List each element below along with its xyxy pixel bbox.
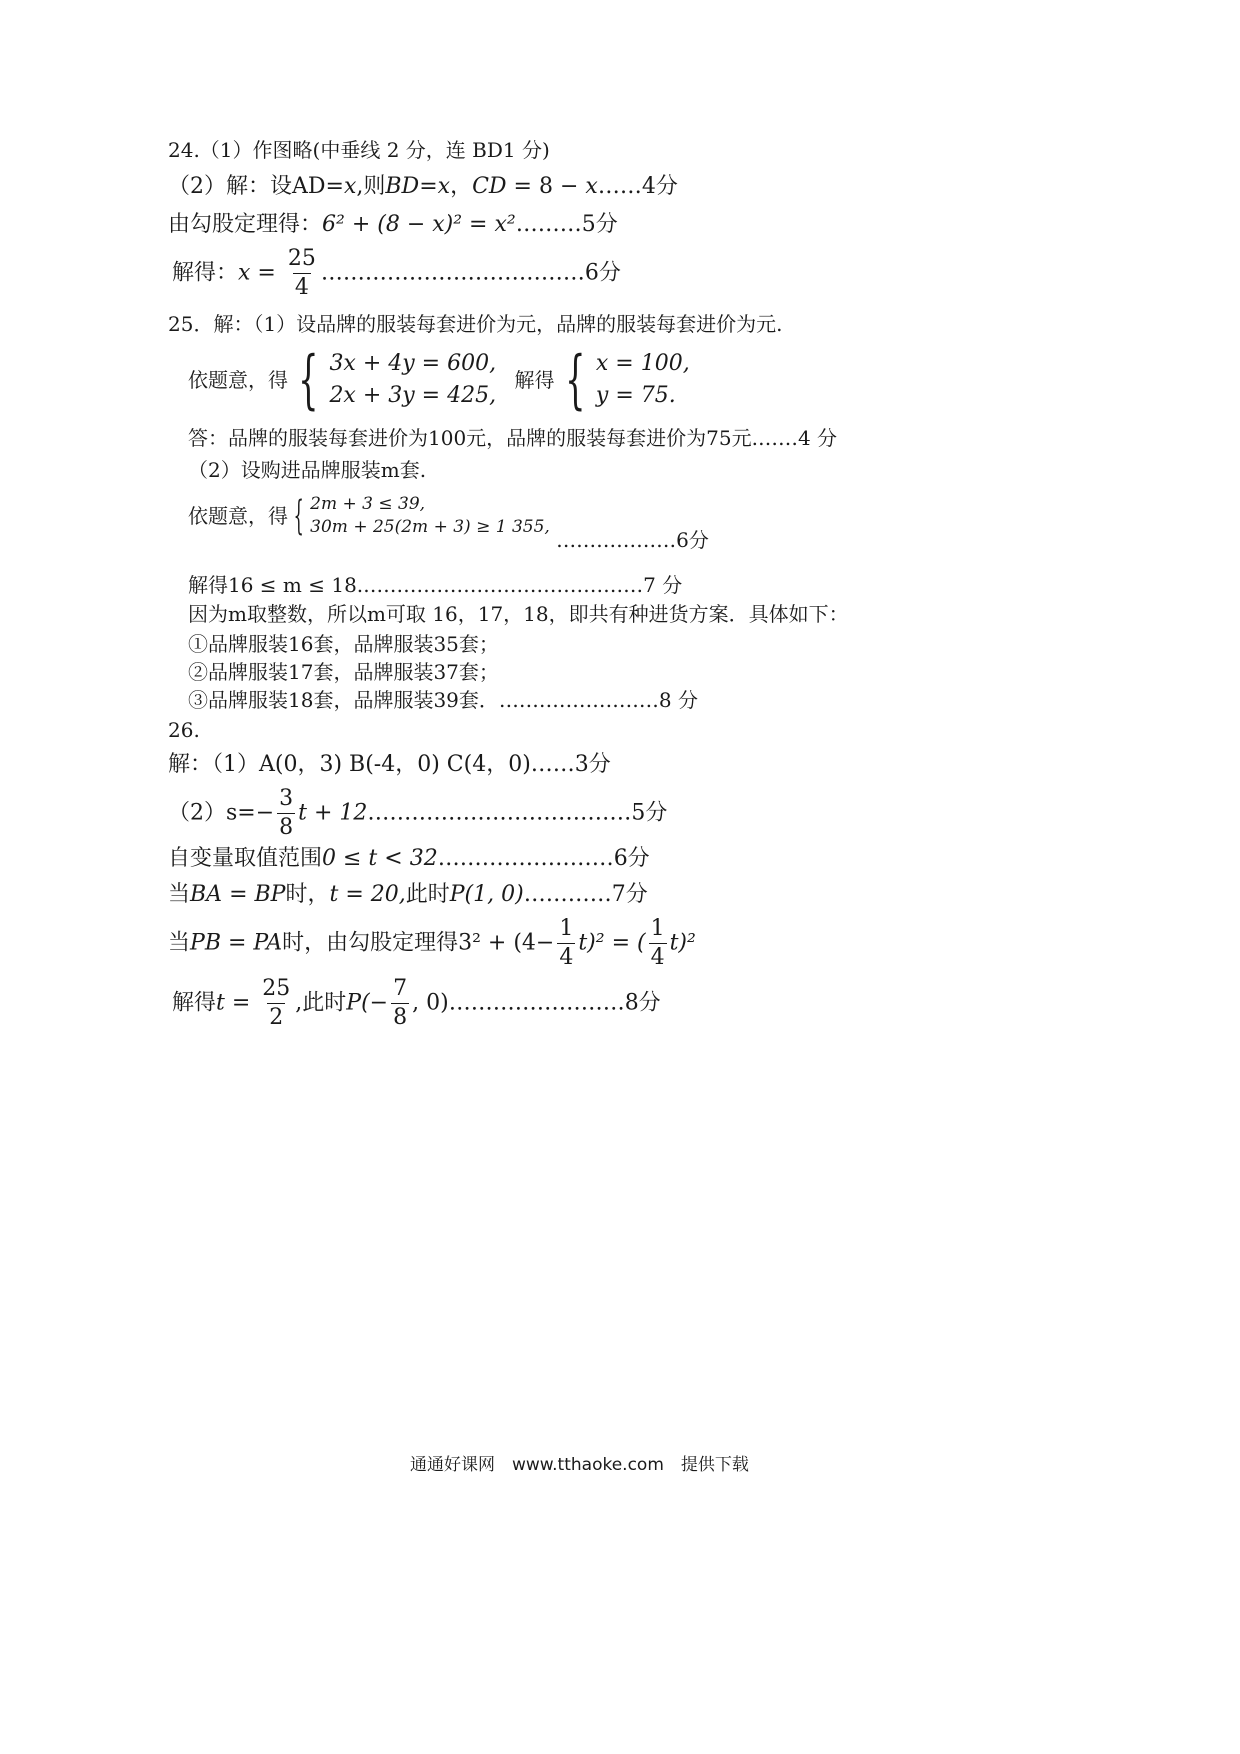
q26-line5-num2: 1 [650, 916, 665, 941]
q25-reason: 因为m取整数，所以m可取 16，17，18，即共有种进货方案．具体如下： [188, 602, 849, 626]
q24-line2-x: x [343, 174, 357, 199]
q24-line3-formula: 6² + (8 − x)² = x² [322, 212, 516, 237]
q25-answer: 答：品牌的服装每套进价为100元，品牌的服装每套进价为75元.……4 分 [188, 426, 838, 450]
q26-line6-fraction-1 [260, 978, 292, 1029]
q26-line3-score: ……………………6分 [437, 846, 650, 871]
q26-line3 [168, 848, 650, 870]
q26-line4-prefix: 当 [168, 882, 191, 907]
q26-line6-end: , 0) [412, 990, 449, 1016]
q25-ineq-score: ………………6分 [556, 528, 709, 552]
q25-system [188, 343, 690, 417]
q26-title: 26. [168, 718, 200, 742]
q26-fraction [277, 788, 295, 839]
q26-line5-a: 3² + (4− [458, 930, 555, 956]
q24-line2-mid: ,则 [356, 174, 386, 199]
q26-line6-den: 2 [269, 1005, 284, 1030]
q24-line3-score: ………5分 [515, 212, 618, 237]
q24-line4 [172, 248, 621, 299]
q24-line2-comma: ， [450, 174, 473, 199]
q26-line5-den2: 4 [650, 945, 665, 970]
q26-line4-rest: 此时 [405, 882, 450, 907]
q24-line3 [168, 214, 618, 236]
q25-sol-prefix: 解得 [514, 368, 555, 392]
q24-line2-eq: = [419, 174, 438, 199]
q26-line6-score: ……………………8分 [448, 990, 661, 1016]
q26-line4-t: t = 20, [329, 882, 406, 907]
q26-fraction-numerator: 3 [279, 786, 294, 811]
q26-line6-num2: 7 [393, 976, 408, 1001]
q26-line1: 解：（1）A(0，3) B(-4，0) C(4，0)……3分 [168, 752, 611, 777]
q25-plan3: ③品牌服装18套，品牌服装39套．……………………8 分 [188, 688, 698, 712]
q26-line5-den1: 4 [559, 945, 574, 970]
q25-inequalities [188, 493, 709, 552]
q26-line2 [168, 788, 667, 839]
q25-equations [329, 353, 496, 407]
q24-line3-prefix: 由勾股定理得： [168, 212, 323, 237]
q24-fraction [286, 248, 318, 299]
q25-brace-icon: { [298, 343, 319, 417]
q24-line2-x2: x [437, 174, 451, 199]
q24-line2 [168, 176, 678, 198]
q26-line4-score: …………7分 [523, 882, 648, 907]
q26-line6-t: t = [216, 990, 258, 1016]
q24-title: 24.（1）作图略(中垂线 2 分，连 BD1 分) [168, 138, 550, 162]
q25-eq1: 3x + 4y = 600, [329, 351, 497, 376]
q25-sol2: y = 75. [595, 383, 676, 408]
q24-line2-x3: x [585, 174, 598, 199]
q26-line6-prefix: 解得 [172, 990, 217, 1016]
q26-line6-p: P(− [346, 990, 389, 1016]
q26-line5-formula: PB = PA [190, 930, 283, 956]
q24-line4-eq: = [250, 260, 283, 286]
q26-line6-mid: ,此时 [295, 990, 347, 1016]
q24-line2-score: ……4分 [597, 174, 678, 199]
q26-line5-fraction-2 [649, 918, 667, 969]
q26-line4-formula: BA = BP [190, 882, 286, 907]
q26-line6-fraction-2 [391, 978, 409, 1029]
q26-line6-num: 25 [262, 976, 291, 1001]
q26-line5-b: t)² = ( [578, 930, 646, 956]
q24-fraction-denominator: 4 [294, 275, 309, 300]
q26-line5 [168, 918, 696, 969]
q25-range: 解得16 ≤ m ≤ 18.……………………………………7 分 [188, 573, 683, 597]
q26-line5-prefix: 当 [168, 930, 191, 956]
q26-line5-num1: 1 [559, 916, 574, 941]
q26-line3-prefix: 自变量取值范围 [168, 846, 323, 871]
q26-line4-p: P(1, 0) [449, 882, 524, 907]
q24-line4-score: ………………………………6分 [320, 260, 621, 286]
q24-line2-bd: BD [385, 174, 420, 199]
q25-brace-icon-2: { [564, 343, 586, 417]
q25-eq2: 2x + 3y = 425, [329, 383, 497, 408]
q25-plan1: ①品牌服装16套，品牌服装35套； [188, 632, 499, 656]
q25-ineq2: 30m + 25(2m + 3) ≥ 1 355, [310, 517, 550, 537]
q24-line2-rest: = 8 − [506, 174, 586, 199]
q26-line3-formula: 0 ≤ t < 32 [322, 846, 438, 871]
q26-fraction-denominator: 8 [279, 815, 294, 840]
q25-part2: （2）设购进品牌服装m套. [188, 458, 427, 482]
q24-fraction-numerator: 25 [287, 246, 316, 271]
q25-sol1: x = 100, [595, 351, 690, 376]
q26-line2-prefix: （2）s=− [168, 800, 275, 826]
q24-line4-var: x [238, 260, 251, 286]
q24-line2-prefix: （2）解：设AD= [168, 174, 344, 199]
q26-line6 [172, 978, 661, 1029]
q26-line2-rest: t + 12 [298, 800, 368, 826]
q26-line6-den2: 8 [393, 1005, 408, 1030]
q26-line5-mid: 时，由勾股定理得 [282, 930, 459, 956]
q25-ineq-brace-icon: { [293, 493, 305, 539]
q25-ineq-system [310, 496, 550, 536]
q26-line4 [168, 884, 648, 906]
q25-title: 25．解：（1）设品牌的服装每套进价为元，品牌的服装每套进价为元. [168, 312, 783, 336]
q24-line4-prefix: 解得： [172, 260, 239, 286]
q26-line2-score: ………………………………5分 [367, 800, 668, 826]
q25-eq-prefix: 依题意，得 [188, 368, 288, 392]
q25-ineq1: 2m + 3 ≤ 39, [310, 494, 426, 514]
q25-ineq-prefix: 依题意，得 [188, 504, 288, 528]
q26-line4-mid: 时， [285, 882, 330, 907]
q25-solutions [596, 353, 690, 407]
page-footer: 通通好课网 www.tthaoke.com 提供下载 [410, 1455, 749, 1475]
q26-line5-c: t)² [669, 930, 696, 956]
q24-line2-cd: CD [472, 174, 507, 199]
q26-line5-fraction-1 [557, 918, 575, 969]
q25-plan2: ②品牌服装17套，品牌服装37套； [188, 660, 499, 684]
